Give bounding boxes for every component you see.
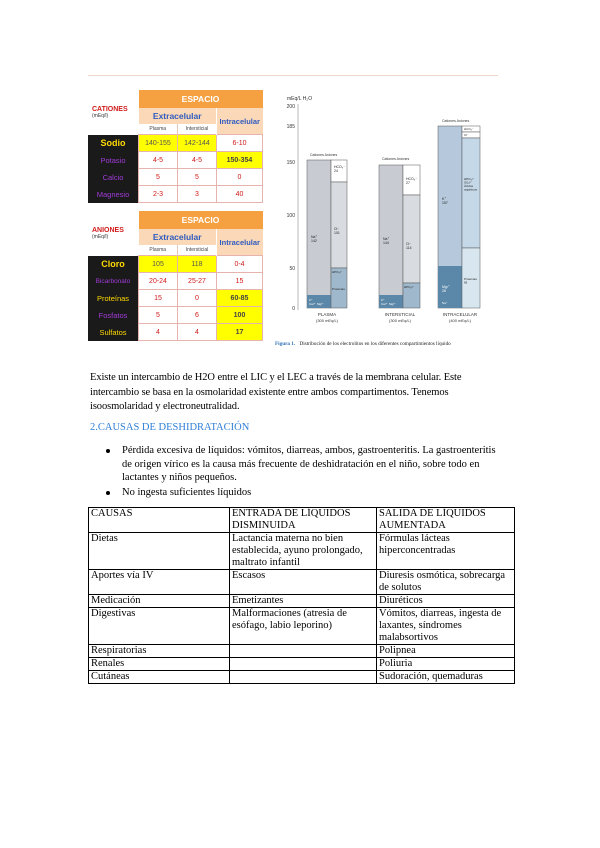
plasma-col-name: PLASMA xyxy=(317,312,337,317)
y-tick: 185 xyxy=(286,124,295,130)
electrolyte-distribution-figure xyxy=(275,90,501,352)
intra-col-name: INTRACELULAR xyxy=(442,312,478,317)
header-cell: CAUSAS xyxy=(89,508,230,533)
intra-na-label: Na⁺ xyxy=(442,301,448,305)
anions-plasma-subheader: Plasma xyxy=(139,245,178,256)
plasma-cl-cell xyxy=(331,182,347,268)
table-cell: Cutáneas xyxy=(89,671,230,684)
plasma-na-label: Na⁺ 142 xyxy=(311,235,318,244)
plasma-cl-label: Cl⁻ 101 xyxy=(334,227,340,236)
intra-k-label: K⁺ 157 xyxy=(442,197,448,206)
table-cell: Sudoración, quemaduras xyxy=(377,671,515,684)
figure-caption-text: Distribución de los electrolitos en los diferentes compartimientos líquido xyxy=(299,341,451,347)
anion-intracelular-value: 0-4 xyxy=(217,256,263,273)
cation-plasma-value: 2-3 xyxy=(139,186,178,203)
table-cell: Diuresis osmótica, sobrecarga de solutos xyxy=(377,570,515,595)
inter-col-sub: (300 mEq/L) xyxy=(388,318,412,323)
inter-col-name: INTERSTICIAL xyxy=(384,312,416,317)
inter-k-label: K⁺ xyxy=(381,298,385,302)
anion-intracelular-value: 17 xyxy=(217,324,263,341)
cation-intracelular-value: 0 xyxy=(217,169,263,186)
figure-caption xyxy=(275,340,451,347)
anion-intersticial-value: 6 xyxy=(178,307,217,324)
table-header-row xyxy=(89,508,515,533)
cation-intersticial-value: 4-5 xyxy=(178,152,217,169)
table-cell: Emetizantes xyxy=(230,595,377,608)
anions-title-text: ANIONES xyxy=(92,226,124,234)
cation-plasma-value: 4-5 xyxy=(139,152,178,169)
table-cell: Aportes vía IV xyxy=(89,570,230,595)
table-row xyxy=(89,645,515,658)
causes-table xyxy=(88,507,515,684)
anion-intersticial-value: 4 xyxy=(178,324,217,341)
list-item: No ingesta suficientes líquidos xyxy=(104,486,504,500)
table-cell: Fórmulas lácteas hiperconcentradas xyxy=(377,533,515,570)
header-cell: SALIDA DE LÍQUIDOS AUMENTADA xyxy=(377,508,515,533)
table-cell: Dietas xyxy=(89,533,230,570)
cation-plasma-value: 5 xyxy=(139,169,178,186)
table-cell: Polipnea xyxy=(377,645,515,658)
plasma-hco3-label: HCO₃⁻ 24 xyxy=(334,165,346,174)
plasma-mg-label: Mg²⁺ xyxy=(317,302,324,306)
cation-intracelular-value: 6-10 xyxy=(217,135,263,152)
table-row xyxy=(89,570,515,595)
intra-hpo-label: HPO₄²⁻ SO₄²⁻ Ácidos orgánicos xyxy=(464,177,478,192)
cation-label: Magnesio xyxy=(88,186,139,203)
cations-title-text: CATIONES xyxy=(92,105,128,113)
plasma-cation-bar xyxy=(307,160,331,308)
anions-extracelular-header: Extracelular xyxy=(139,229,217,245)
cations-table xyxy=(88,90,263,203)
anion-intersticial-value: 0 xyxy=(178,290,217,307)
anions-espacio-header: ESPACIO xyxy=(139,211,263,229)
plasma-col-header: Cationes Aniones xyxy=(310,153,338,157)
table-cell xyxy=(230,671,377,684)
intra-cl-label: Cl⁻ xyxy=(464,133,469,137)
anion-intracelular-value: 60-85 xyxy=(217,290,263,307)
table-cell xyxy=(230,658,377,671)
inter-hpo-label: HPO₄²⁻ xyxy=(404,285,415,289)
cations-espacio-header: ESPACIO xyxy=(139,90,263,108)
causes-bullet-list xyxy=(104,444,504,500)
intra-col-header: Cationes Aniones xyxy=(442,119,470,123)
cations-unit: (mEq/l) xyxy=(92,112,109,119)
y-tick: 100 xyxy=(286,213,295,219)
inter-cl-cell xyxy=(403,195,420,283)
anion-plasma-value: 4 xyxy=(139,324,178,341)
table-row xyxy=(89,533,515,570)
anion-intersticial-value: 25-27 xyxy=(178,273,217,290)
inter-hco3-label: HCO₃⁻ 27 xyxy=(406,177,418,186)
y-axis-unit: mEq/L H₂O xyxy=(287,96,313,102)
cations-extracelular-header: Extracelular xyxy=(139,108,217,124)
intra-hco3-label: HCO₃⁻ xyxy=(464,127,474,131)
table-row xyxy=(89,608,515,645)
table-cell: Digestivas xyxy=(89,608,230,645)
y-tick: 0 xyxy=(292,306,295,312)
cations-intracelular-header: Intracelular xyxy=(217,108,263,135)
header-cell: ENTRADA DE LÍQUIDOS DISMINUIDA xyxy=(230,508,377,533)
plasma-ca-label: Ca²⁺ xyxy=(309,302,316,306)
inter-mg-label: Mg²⁺ xyxy=(389,302,396,306)
figure-caption-label: Figura 1. xyxy=(275,341,296,347)
cation-label: Calcio xyxy=(88,169,139,186)
anion-intersticial-value: 118 xyxy=(178,256,217,273)
intra-protein-label: Proteínas 65 xyxy=(464,277,477,285)
anion-label: Proteínas xyxy=(88,290,139,307)
table-cell: Renales xyxy=(89,658,230,671)
table-cell: Vómitos, diarreas, ingesta de laxantes, síndromes malabsortivos xyxy=(377,608,515,645)
cations-plasma-subheader: Plasma xyxy=(139,124,178,135)
intra-hpo-cell xyxy=(462,138,480,248)
table-cell: Escasos xyxy=(230,570,377,595)
plasma-hpo-label: HPO₄²⁻ xyxy=(332,270,343,274)
table-cell: Respiratorias xyxy=(89,645,230,658)
table-cell: Malformaciones (atresia de esófago, labio leporino) xyxy=(230,608,377,645)
plasma-k-label: K⁺ xyxy=(309,298,313,302)
cation-intersticial-value: 142-144 xyxy=(178,135,217,152)
anion-label: Fosfatos xyxy=(88,307,139,324)
intra-col-sub: (400 mEq/L) xyxy=(448,318,472,323)
cation-intersticial-value: 5 xyxy=(178,169,217,186)
cations-intersticial-subheader: Intersticial xyxy=(178,124,217,135)
cation-intracelular-value: 150-354 xyxy=(217,152,263,169)
cation-plasma-value: 140-155 xyxy=(139,135,178,152)
cation-intracelular-value: 40 xyxy=(217,186,263,203)
anion-label: Sulfatos xyxy=(88,324,139,341)
inter-cl-label: Cl⁻ 114 xyxy=(406,242,412,251)
anion-label: Cloro xyxy=(88,256,139,273)
plasma-protein-label: Proteínas xyxy=(332,287,345,291)
anion-intracelular-value: 100 xyxy=(217,307,263,324)
cations-title xyxy=(88,90,139,135)
inter-ca-label: Ca²⁺ xyxy=(381,302,388,306)
header-rule xyxy=(88,75,498,76)
anions-intracelular-header: Intracelular xyxy=(217,229,263,256)
table-cell: Poliuria xyxy=(377,658,515,671)
list-item: Pérdida excesiva de líquidos: vómitos, diarreas, ambos, gastroenteritis. La gastroenteritis de origen vírico es la causa más frecuente de deshidratación en el niño, sobre todo en lactantes y niños pequeños. xyxy=(104,444,504,485)
table-cell: Lactancia materna no bien establecida, ayuno prolongado, maltrato infantil xyxy=(230,533,377,570)
y-tick: 150 xyxy=(286,160,295,166)
table-row xyxy=(89,595,515,608)
anion-intracelular-value: 15 xyxy=(217,273,263,290)
cation-label: Sodio xyxy=(88,135,139,152)
anions-table xyxy=(88,211,263,341)
y-tick: 200 xyxy=(286,104,295,110)
plasma-col-sub: (300 mEq/L) xyxy=(315,318,339,323)
inter-col-header: Cationes Aniones xyxy=(382,157,410,161)
anion-plasma-value: 5 xyxy=(139,307,178,324)
anions-title xyxy=(88,211,139,256)
cation-intersticial-value: 3 xyxy=(178,186,217,203)
anions-intersticial-subheader: Intersticial xyxy=(178,245,217,256)
inter-na-label: Na⁺ 144 xyxy=(383,237,390,246)
cation-label: Potasio xyxy=(88,152,139,169)
table-row xyxy=(89,671,515,684)
table-row xyxy=(89,658,515,671)
section-heading: 2.CAUSAS DE DESHIDRATACIÓN xyxy=(90,422,250,433)
anion-plasma-value: 105 xyxy=(139,256,178,273)
y-tick: 50 xyxy=(289,266,295,272)
table-cell xyxy=(230,645,377,658)
intro-paragraph: Existe un intercambio de H2O entre el LIC y el LEC a través de la membrana celular. Este intercambio se basa en la osmolaridad existente entre ambos compartimentos. Tenemos isoosmolaridad y electroneutralidad. xyxy=(90,372,462,412)
anion-plasma-value: 15 xyxy=(139,290,178,307)
anion-label: Bicarbonato xyxy=(88,273,139,290)
anions-unit: (mEq/l) xyxy=(92,233,109,240)
table-cell: Diuréticos xyxy=(377,595,515,608)
table-cell: Medicación xyxy=(89,595,230,608)
anion-plasma-value: 20-24 xyxy=(139,273,178,290)
intra-mg-label: Mg²⁺ 26 xyxy=(442,285,450,294)
